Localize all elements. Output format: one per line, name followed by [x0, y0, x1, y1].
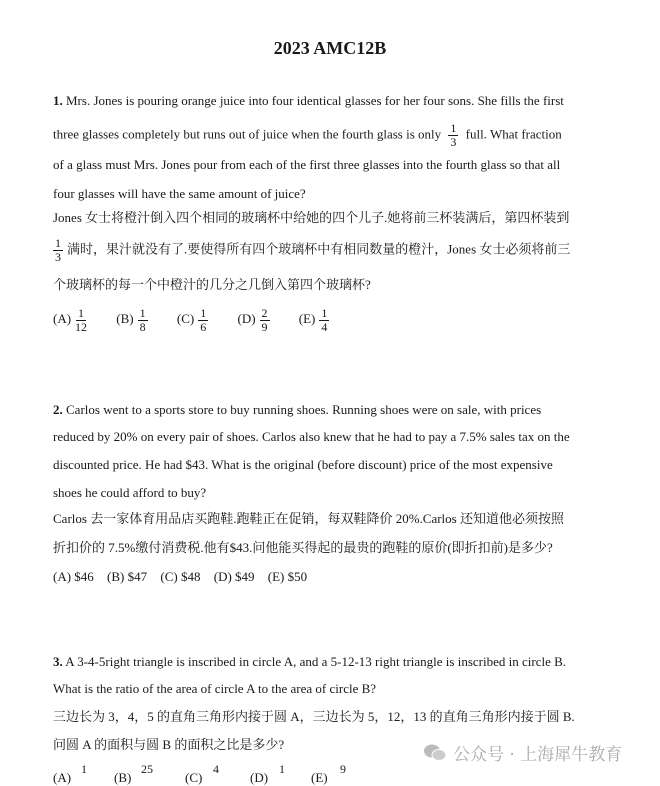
question-text-cn: 折扣价的 7.5%缴付消费税.他有$43.问他能买得起的最贵的跑鞋的原价(即折扣前)是多少? [53, 540, 553, 555]
answer-option: (D) $49 [213, 569, 255, 584]
question-number: 2. [53, 402, 63, 417]
question-number: 3. [53, 654, 63, 669]
numerator: 9 [340, 762, 346, 776]
answer-option: (C) $\frac{1}{6}$ [176, 305, 207, 334]
wechat-icon [423, 743, 447, 763]
question-text: full. What fraction [465, 126, 562, 142]
question-text-cn: 问圆 A 的面积与圆 B 的面积之比是多少? [53, 737, 285, 752]
question-text: four glasses will have the same amount of juice? [53, 186, 306, 201]
fraction: $\frac{1}{3}$ [55, 236, 61, 264]
answer-options [53, 305, 355, 334]
numerator: 1 [81, 762, 87, 776]
numerator: 25 [141, 762, 153, 776]
watermark [423, 740, 622, 765]
question-text-cn: 满时，果汁就没有了.要使得所有四个玻璃杯中有相同数量的橙汁，Jones 女士必须将前三 [67, 241, 571, 257]
answer-option: (E) $\frac{1}{4}$ [298, 305, 328, 334]
numerator: 1 [279, 762, 285, 776]
question-text: three glasses completely but runs out of juice when the fourth glass is only [53, 126, 442, 142]
question-text: shoes he could afford to buy? [53, 485, 207, 500]
answer-option: (E) [311, 770, 328, 785]
question-number: 1. [53, 93, 63, 108]
answer-option: (B) $47 [107, 569, 148, 584]
question-text: Mrs. Jones is pouring orange juice into four identical glasses for her four sons. She fills the first [66, 93, 564, 108]
question-text-cn: Carlos 去一家体育用品店买跑鞋.跑鞋正在促销，每双鞋降价 20%.Carlos 还知道他必须按照 [53, 511, 564, 526]
question-text-cn: 个玻璃杯的每一个中橙汁的几分之几倒入第四个玻璃杯? [53, 277, 371, 292]
watermark-text: 公众号 · 上海犀牛教育 [453, 745, 623, 765]
answer-option: (A) $\frac{1}{12}$ [53, 305, 88, 334]
answer-option: (A) [53, 770, 72, 785]
answer-option: (B) $\frac{1}{8}$ [116, 305, 146, 334]
answer-options [53, 569, 317, 585]
question-text-cn: Jones 女士将橙汁倒入四个相同的玻璃杯中给她的四个儿子.她将前三杯装满后，第四杯装到 [53, 210, 570, 225]
answer-option: (C) [185, 770, 203, 785]
question-text: A 3-4-5right triangle is inscribed in circle A, and a 5-12-13 right triangle is inscribed in circle B. [65, 654, 567, 669]
question-text-cn: 三边长为 3，4，5 的直角三角形内接于圆 A，三边长为 5，12，13 的直角三角形内接于圆 B. [53, 709, 575, 724]
question-text: reduced by 20% on every pair of shoes. Carlos also knew that he had to pay a 7.5% sales tax on the [53, 429, 570, 444]
answer-option: (E) $50 [267, 569, 308, 584]
question-text: discounted price. He had $43. What is the original (before discount) price of the most expensive [53, 457, 553, 472]
answer-option: (D) [250, 770, 269, 785]
answer-option: (D) $\frac{2}{9}$ [237, 305, 268, 334]
question-text: Carlos went to a sports store to buy running shoes. Running shoes were on sale, with prices [66, 402, 542, 417]
answer-option: (B) [114, 770, 132, 785]
question-text: What is the ratio of the area of circle A to the area of circle B? [53, 681, 377, 696]
answer-option: (A) $46 [53, 569, 94, 584]
answer-option: (C) $48 [160, 569, 201, 584]
fraction: $\frac{1}{3}$ [450, 121, 457, 149]
page-title: 2023 AMC12B [273, 38, 387, 58]
question-text: of a glass must Mrs. Jones pour from each of the first three glasses into the fourth glass so that all [53, 157, 561, 172]
numerator: 4 [213, 762, 219, 776]
